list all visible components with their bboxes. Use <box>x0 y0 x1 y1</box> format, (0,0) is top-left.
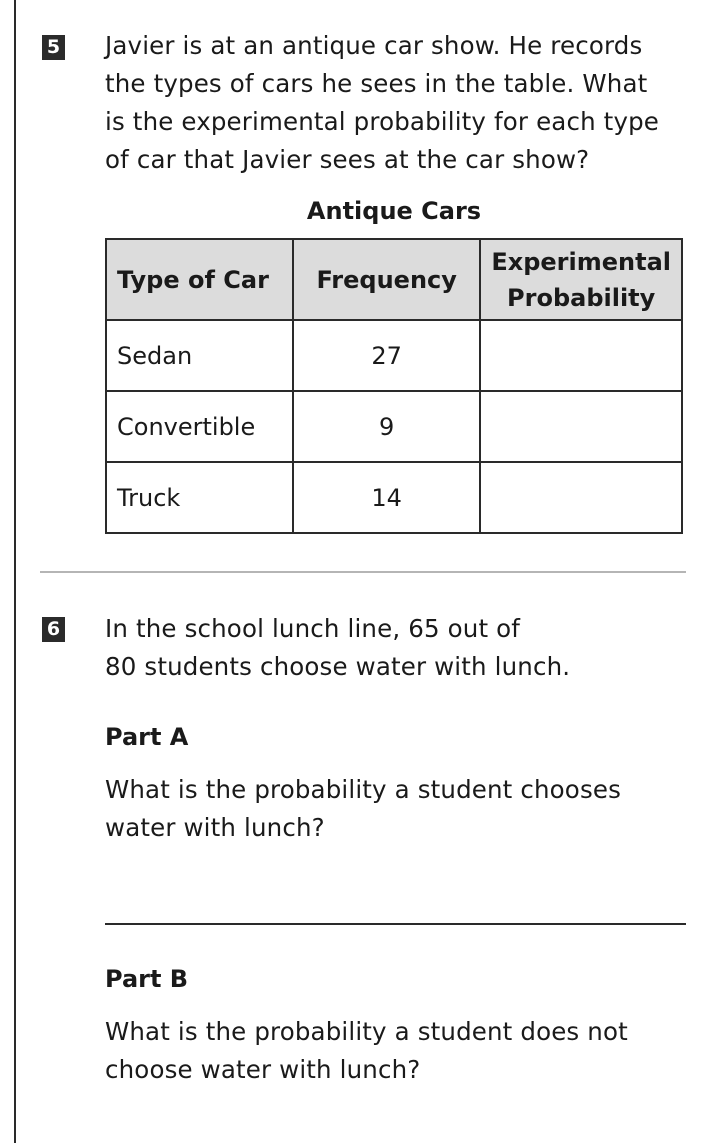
question-6-number: 6 <box>42 617 65 642</box>
table-title: Antique Cars <box>306 197 482 225</box>
cell-car-type: Convertible <box>106 391 293 462</box>
table-row <box>106 462 682 533</box>
cell-probability-answer[interactable] <box>480 320 682 391</box>
question-6-text <box>105 610 570 686</box>
table-row <box>106 391 682 462</box>
table-row <box>106 320 682 391</box>
part-a-line: water with lunch? <box>105 813 325 842</box>
question-5-line: the types of cars he sees in the table. What <box>105 69 648 98</box>
part-a-heading: Part A <box>105 723 189 751</box>
part-a-line: What is the probability a student chooses <box>105 775 621 804</box>
part-b-question <box>105 1013 628 1089</box>
part-a-question <box>105 771 621 847</box>
question-5-text <box>105 27 659 179</box>
cell-probability-answer[interactable] <box>480 462 682 533</box>
cell-frequency: 27 <box>293 320 480 391</box>
header-experimental-probability <box>480 239 682 320</box>
header-frequency: Frequency <box>293 239 480 320</box>
question-5-number: 5 <box>42 35 65 60</box>
antique-cars-table <box>105 238 683 534</box>
cell-frequency: 14 <box>293 462 480 533</box>
header-probability: Probability <box>507 283 656 312</box>
part-b-line: choose water with lunch? <box>105 1055 421 1084</box>
part-b-heading: Part B <box>105 965 189 993</box>
cell-frequency: 9 <box>293 391 480 462</box>
section-divider <box>40 571 686 573</box>
question-5-line: Javier is at an antique car show. He records <box>105 31 643 60</box>
table-header-row <box>106 239 682 320</box>
part-b-line: What is the probability a student does not <box>105 1017 628 1046</box>
question-5-line: of car that Javier sees at the car show? <box>105 145 590 174</box>
part-a-answer-line[interactable] <box>105 923 686 925</box>
cell-probability-answer[interactable] <box>480 391 682 462</box>
page-left-border <box>14 0 16 1143</box>
question-6-line: In the school lunch line, 65 out of <box>105 614 521 643</box>
question-5-line: is the experimental probability for each type <box>105 107 660 136</box>
cell-car-type: Truck <box>106 462 293 533</box>
header-type-of-car: Type of Car <box>106 239 293 320</box>
cell-car-type: Sedan <box>106 320 293 391</box>
question-6-line: 80 students choose water with lunch. <box>105 652 571 681</box>
header-experimental: Experimental <box>491 247 671 276</box>
